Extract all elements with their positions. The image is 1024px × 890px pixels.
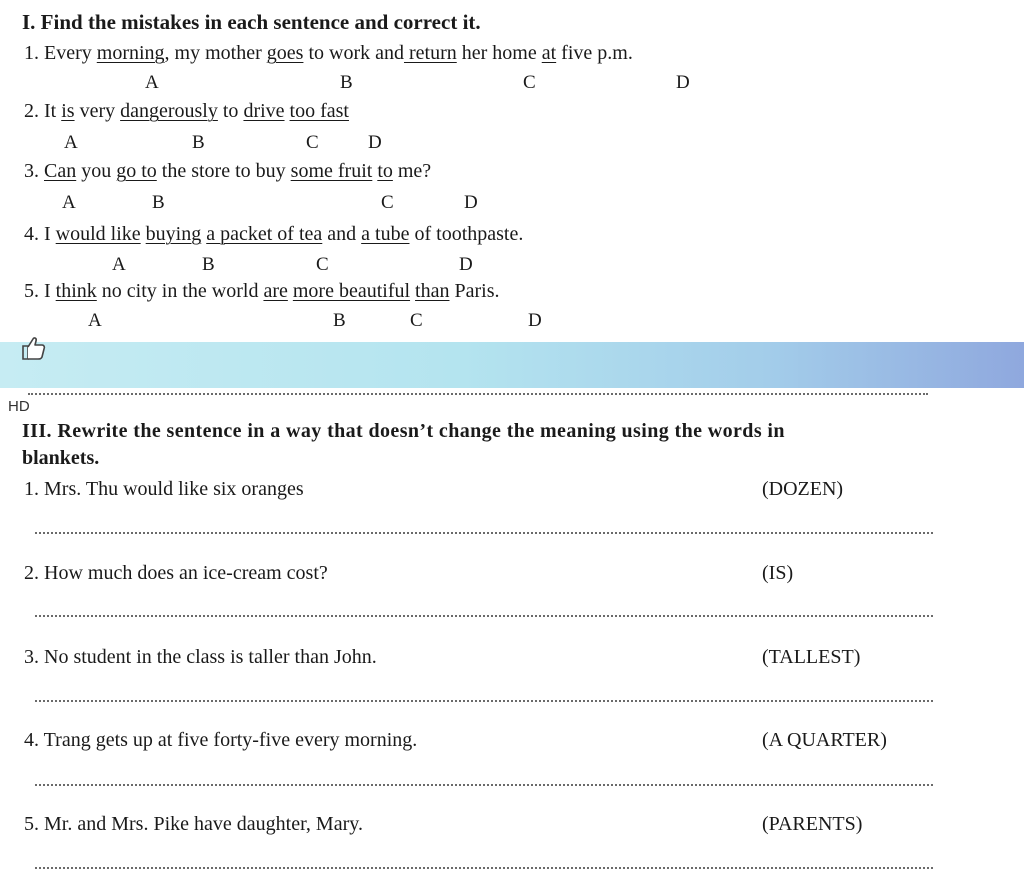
option-d: to xyxy=(377,160,393,182)
letter-a: A xyxy=(145,72,159,93)
rewrite-item-2: 2. How much does an ice-cream cost? xyxy=(24,562,328,584)
letter-d: D xyxy=(676,72,690,93)
option-b: goes xyxy=(266,42,304,64)
rewrite-item-5: 5. Mr. and Mrs. Pike have daughter, Mary. xyxy=(24,813,363,835)
rewrite-item-1: 1. Mrs. Thu would like six oranges xyxy=(24,478,304,500)
keyword-2: (IS) xyxy=(762,562,794,584)
letter-a: A xyxy=(112,254,126,275)
answer-line-3[interactable] xyxy=(35,700,933,702)
option-a: is xyxy=(61,100,75,122)
answer-line-4[interactable] xyxy=(35,784,933,786)
letter-b: B xyxy=(202,254,215,275)
letter-c: C xyxy=(381,192,394,213)
letter-c: C xyxy=(523,72,536,93)
letter-b: B xyxy=(340,72,353,93)
option-c: a packet of tea xyxy=(206,223,323,245)
question-5: 5. I think no city in the world are more beautiful than Paris. xyxy=(24,280,500,302)
letter-d: D xyxy=(368,132,382,153)
option-a: think xyxy=(55,280,97,302)
option-d: too fast xyxy=(289,100,349,122)
answer-line-5[interactable] xyxy=(35,867,933,869)
option-b: go to xyxy=(116,160,157,182)
letter-b: B xyxy=(152,192,165,213)
keyword-1: (DOZEN) xyxy=(762,478,844,500)
option-d: than xyxy=(415,280,450,302)
letter-c: C xyxy=(306,132,319,153)
option-c: return xyxy=(403,42,457,64)
option-c: some fruit xyxy=(290,160,373,182)
question-3: 3. Can you go to the store to buy some fruit to me? xyxy=(24,160,432,182)
thumbs-up-icon[interactable] xyxy=(18,333,48,363)
letter-a: A xyxy=(62,192,76,213)
rewrite-item-3: 3. No student in the class is taller than John. xyxy=(24,646,377,668)
letter-a: A xyxy=(64,132,78,153)
hd-label: HD xyxy=(8,398,30,415)
rewrite-item-4: 4. Trang gets up at five forty-five every morning. xyxy=(24,729,418,751)
overlay-banner xyxy=(0,342,1024,388)
option-c: drive xyxy=(243,100,285,122)
keyword-4: (A QUARTER) xyxy=(762,729,887,751)
option-d: at xyxy=(541,42,557,64)
section3-title-line2: blankets. xyxy=(22,447,100,469)
letter-d: D xyxy=(459,254,473,275)
option-d: a tube xyxy=(361,223,410,245)
letter-c: C xyxy=(316,254,329,275)
option-b: dangerously xyxy=(120,100,218,122)
answer-line-1[interactable] xyxy=(35,532,933,534)
letter-b: B xyxy=(192,132,205,153)
letter-a: A xyxy=(88,310,102,331)
answer-line-2[interactable] xyxy=(35,615,933,617)
option-b: are xyxy=(263,280,288,302)
option-a: would like xyxy=(55,223,141,245)
option-b: buying xyxy=(145,223,202,245)
option-c: more beautiful xyxy=(292,280,411,302)
divider xyxy=(28,393,928,395)
keyword-5: (PARENTS) xyxy=(762,813,863,835)
option-a: Can xyxy=(44,160,77,182)
question-4: 4. I would like buying a packet of tea and a tube of toothpaste. xyxy=(24,223,524,245)
option-a: morning xyxy=(96,42,165,64)
letter-b: B xyxy=(333,310,346,331)
question-1: 1. Every morning, my mother goes to work and return her home at five p.m. xyxy=(24,42,633,64)
letter-d: D xyxy=(528,310,542,331)
letter-d: D xyxy=(464,192,478,213)
section3-title-line1: III. Rewrite the sentence in a way that doesn’t change the meaning using the words in xyxy=(22,420,785,442)
letter-c: C xyxy=(410,310,423,331)
question-2: 2. It is very dangerously to drive too fast xyxy=(24,100,349,122)
section1-title: I. Find the mistakes in each sentence and correct it. xyxy=(22,10,481,34)
keyword-3: (TALLEST) xyxy=(762,646,861,668)
